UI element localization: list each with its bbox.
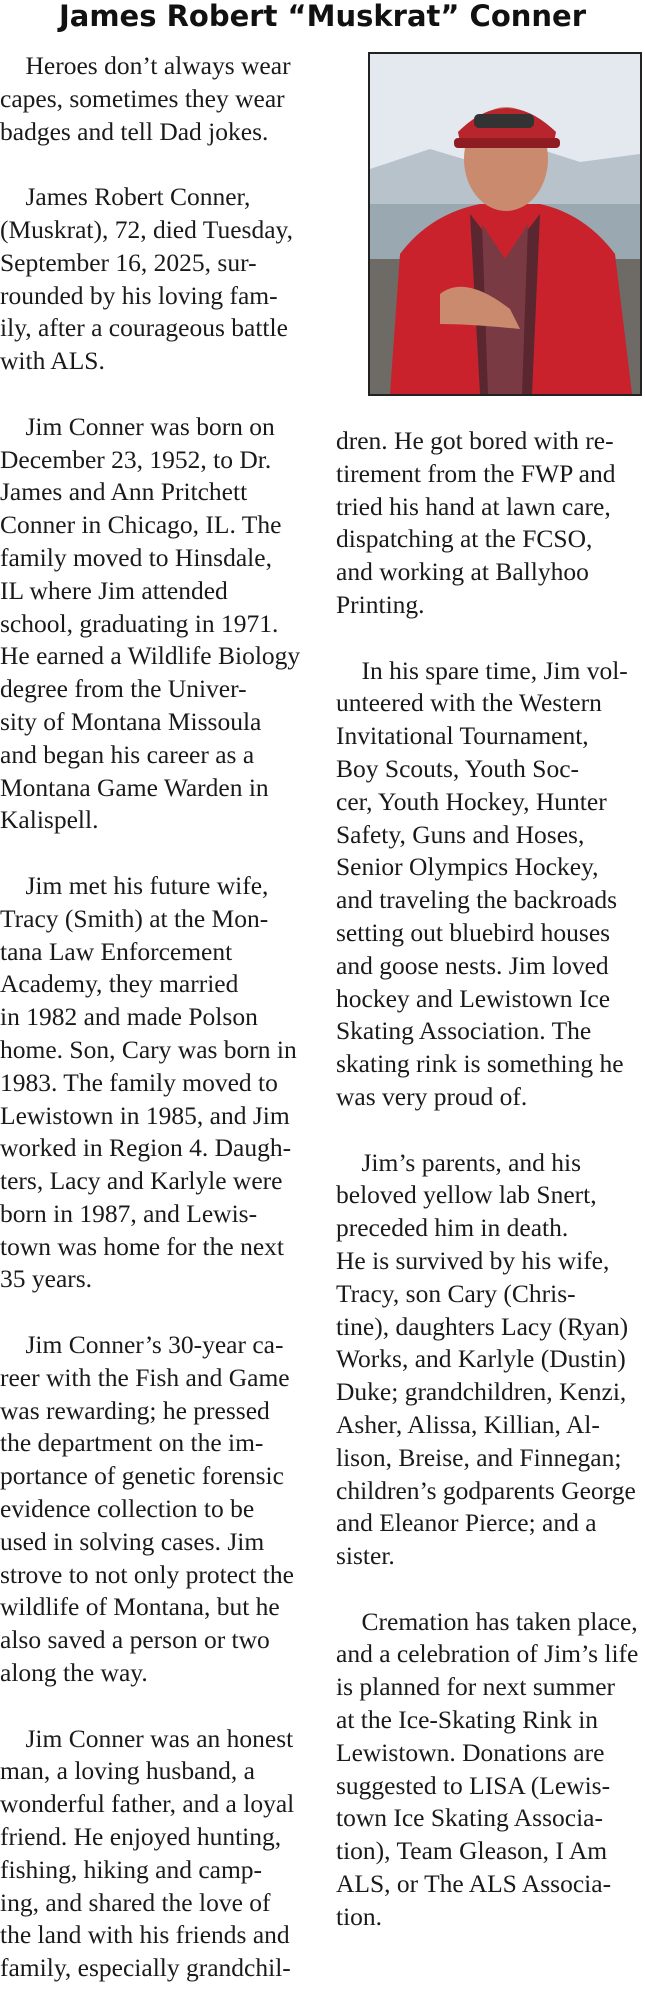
text-line: family moved to Hinsdale, [0,542,272,572]
text-line: town was home for the next [0,1231,284,1261]
text-line: capes, sometimes they wear [0,83,285,113]
text-line: degree from the Univer- [0,674,247,704]
text-line: tana Law Enforcement [0,936,233,966]
right-paragraph [336,425,641,622]
text-line: James Robert Conner, [0,182,251,212]
text-line: man, a loving husband, a [0,1756,255,1786]
text-line: ters, Lacy and Karlyle were [0,1166,283,1196]
text-line: Jim met his future wife, [0,870,269,900]
text-line: Montana Game Warden in [0,772,269,802]
text-line: cer, Youth Hockey, Hunter [336,786,607,816]
text-line: December 23, 1952, to Dr. [0,444,272,474]
text-line: Printing. [336,589,425,619]
text-line: Jim Conner’s 30-year ca- [0,1330,284,1360]
text-line: lison, Breise, and Finnegan; [336,1442,622,1472]
text-line: Jim’s parents, and his [336,1147,582,1177]
text-line: beloved yellow lab Snert, [336,1180,597,1210]
text-line: and goose nests. Jim loved [336,950,609,980]
text-line: setting out bluebird houses [336,917,611,947]
text-line: worked in Region 4. Daugh- [0,1133,292,1163]
text-line: family, especially grandchil- [0,1953,291,1983]
right-column [336,425,641,1934]
text-line: 35 years. [0,1264,93,1294]
left-column [0,50,310,1985]
text-line: tion), Team Gleason, I Am [336,1836,608,1866]
text-line: in 1982 and made Polson [0,1002,258,1032]
paragraph-gap [0,837,310,870]
portrait-illustration [370,54,640,394]
left-paragraph [0,1329,310,1690]
text-line: also saved a person or two [0,1625,270,1655]
left-paragraph [0,1723,310,1985]
text-line: reer with the Fish and Game [0,1362,290,1392]
text-line: tirement from the FWP and [336,458,616,488]
text-line: home. Son, Cary was born in [0,1034,297,1064]
text-line: Jim Conner was born on [0,411,275,441]
left-paragraph [0,411,310,837]
text-line: Lewistown. Donations are [336,1737,605,1767]
text-line: ALS, or The ALS Associa- [336,1869,612,1899]
text-line: with ALS. [0,346,105,376]
text-line: fishing, hiking and camp- [0,1854,263,1884]
paragraph-gap [336,622,641,655]
text-line: town Ice Skating Associa- [336,1803,603,1833]
text-line: Senior Olympics Hockey, [336,852,599,882]
text-line: along the way. [0,1658,148,1688]
text-line: sity of Montana Missoula [0,706,262,736]
text-line: Conner in Chicago, IL. The [0,510,282,540]
obituary-title: James Robert “Muskrat” Conner [58,0,586,33]
text-line: at the Ice-Skating Rink in [336,1705,599,1735]
right-paragraph [336,1606,641,1934]
text-line: skating rink is something he [336,1049,624,1079]
text-line: the department on the im- [0,1428,264,1458]
text-line: Asher, Alissa, Killian, Al- [336,1409,600,1439]
text-line: strove to not only protect the [0,1559,294,1589]
left-paragraph [0,181,310,378]
text-line: and traveling the backroads [336,885,618,915]
text-line: tion. [336,1901,383,1931]
text-line: hockey and Lewistown Ice [336,983,611,1013]
paragraph-gap [0,148,310,181]
text-line: 1983. The family moved to [0,1067,278,1097]
text-line: Skating Association. The [336,1016,592,1046]
text-line: Boy Scouts, Youth Soc- [336,753,580,783]
text-line: the land with his friends and [0,1920,290,1950]
text-line: wonderful father, and a loyal [0,1789,295,1819]
text-line: dispatching at the FCSO, [336,524,593,554]
portrait-photo [368,52,642,396]
text-line: portance of genetic forensic [0,1461,284,1491]
text-line: Lewistown in 1985, and Jim [0,1100,290,1130]
text-line: IL where Jim attended [0,575,228,605]
text-line: tried his hand at lawn care, [336,491,611,521]
text-line: sister. [336,1541,395,1571]
right-paragraph [336,1147,641,1573]
text-line: children’s godparents George [336,1475,636,1505]
text-line: Academy, they married [0,969,239,999]
left-paragraph [0,50,310,148]
text-line: and Eleanor Pierce; and a [336,1508,597,1538]
text-line: ily, after a courageous battle [0,313,288,343]
text-line: tine), daughters Lacy (Ryan) [336,1311,629,1341]
text-line: Invitational Tournament, [336,721,589,751]
text-line: Safety, Guns and Hoses, [336,819,585,849]
text-line: Tracy, son Cary (Chris- [336,1278,576,1308]
text-line: September 16, 2025, sur- [0,247,257,277]
paragraph-gap [336,1573,641,1606]
text-line: was very proud of. [336,1081,528,1111]
paragraph-gap [0,1296,310,1329]
text-line: evidence collection to be [0,1494,255,1524]
text-line: He earned a Wildlife Biology [0,641,301,671]
text-line: ing, and shared the love of [0,1887,271,1917]
text-line: and a celebration of Jim’s life [336,1639,639,1669]
text-line: Tracy (Smith) at the Mon- [0,903,269,933]
text-line: was rewarding; he pressed [0,1395,270,1425]
text-line: Duke; grandchildren, Kenzi, [336,1377,627,1407]
text-line: school, graduating in 1971. [0,608,279,638]
right-paragraph [336,655,641,1114]
text-line: is planned for next summer [336,1672,616,1702]
paragraph-gap [0,1690,310,1723]
text-line: Jim Conner was an honest [0,1723,294,1753]
text-line: unteered with the Western [336,688,602,718]
text-line: and began his career as a [0,739,255,769]
text-line: dren. He got bored with re- [336,426,614,455]
paragraph-gap [0,378,310,411]
text-line: wildlife of Montana, but he [0,1592,280,1622]
text-line: In his spare time, Jim vol- [336,655,628,685]
text-line: badges and tell Dad jokes. [0,116,269,146]
text-line: rounded by his loving fam- [0,280,278,310]
text-line: (Muskrat), 72, died Tuesday, [0,214,294,244]
text-line: friend. He enjoyed hunting, [0,1822,282,1852]
text-line: Heroes don’t always wear [0,51,291,80]
text-line: used in solving cases. Jim [0,1526,265,1556]
text-line: preceded him in death. [336,1213,569,1243]
text-line: and working at Ballyhoo [336,557,589,587]
text-line: born in 1987, and Lewis- [0,1198,258,1228]
paragraph-gap [336,1114,641,1147]
text-line: suggested to LISA (Lewis- [336,1770,611,1800]
text-line: Cremation has taken place, [336,1606,638,1636]
text-line: He is survived by his wife, [336,1245,610,1275]
left-paragraph [0,870,310,1296]
text-line: Works, and Karlyle (Dustin) [336,1344,626,1374]
text-line: Kalispell. [0,805,99,835]
text-line: James and Ann Pritchett [0,477,248,507]
